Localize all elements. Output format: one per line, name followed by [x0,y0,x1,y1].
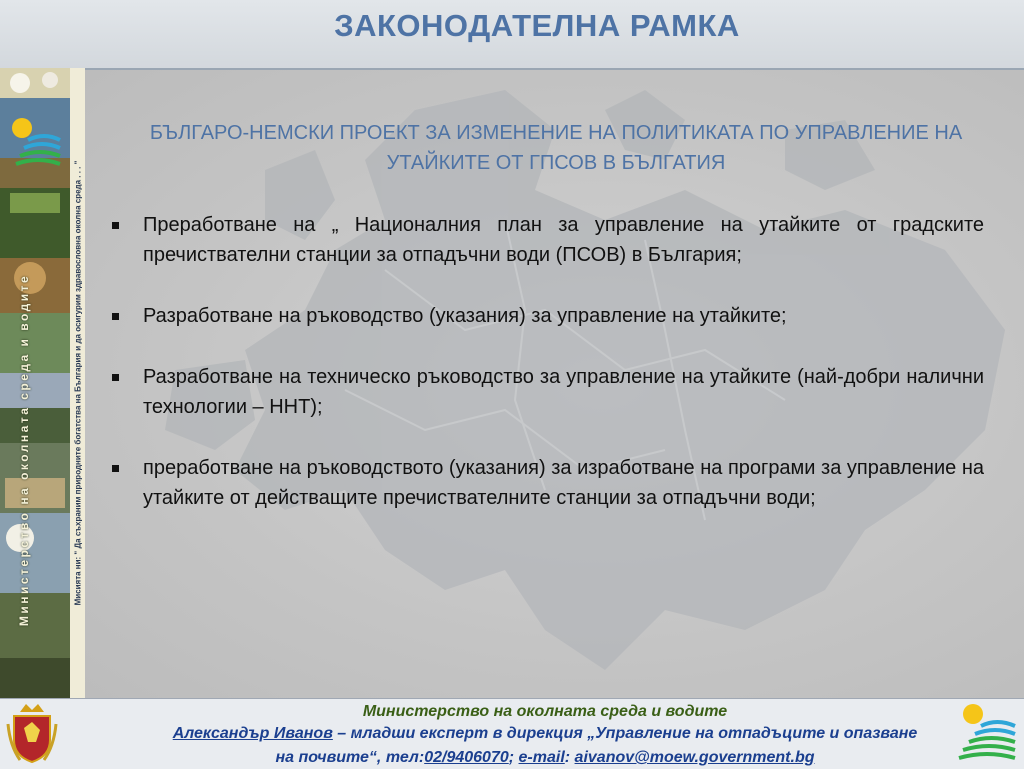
contact-prefix: на почвите“, тел: [275,749,425,766]
bullet-list [112,210,984,544]
bullet-item [112,301,984,331]
phone-number[interactable]: 02/9406070 [424,749,509,766]
bullet-text: Преработване на „ Националния план за управление на утайките от градските пречиствателни станции за отпадъчни води (ПСОВ) в България; [143,214,984,266]
mission-vertical-text: Мисията ни: " Да съхраним природните богатства на България и да осигурим здравословна околна среда . . . " [73,160,82,606]
email-label: e-mail [518,749,565,766]
bullet-marker-icon [112,222,119,229]
coat-of-arms-icon [6,702,58,766]
author-name: Александър Иванов [172,725,333,742]
bullet-marker-icon [112,374,119,381]
contact-sep: : [564,749,575,766]
mission-strip [70,68,85,698]
project-subheading: БЪЛГАРО-НЕМСКИ ПРОЕКТ ЗА ИЗМЕНЕНИЕ НА ПОЛИТИКАТА ПО УПРАВЛЕНИЕ НА УТАЙКИТЕ ОТ ГПСОВ В БЪЛГАТИЯ [149,122,963,174]
footer-author [95,725,995,743]
bullet-text: Разработване на техническо ръководство за управление на утайките (най-добри налични технологии – ННТ); [143,366,984,418]
bullet-item [112,362,984,422]
ministry-logo-icon [955,700,1021,768]
footer [0,698,1024,769]
slide-title: ЗАКОНОДАТЕЛНА РАМКА [334,8,740,43]
footer-contacts [95,749,995,767]
email-link[interactable]: aivanov@moew.government.bg [574,749,815,766]
contact-sep: ; [508,749,519,766]
bullet-text: преработване на ръководството (указания) за изработване на програми за управление на утайките от действащите пречиствателните станции за отпадъчни води; [143,457,984,509]
ministry-logo-icon [6,110,64,172]
ministry-vertical-text: Министерство на околната среда и водите [17,273,31,627]
bullet-text: Разработване на ръководство (указания) за управление на утайките; [143,305,787,327]
bullet-marker-icon [112,313,119,320]
bullet-marker-icon [112,465,119,472]
bullet-item [112,210,984,270]
footer-ministry: Министерство на околната среда и водите [362,703,728,720]
bullet-item [112,453,984,513]
author-role: – младши експерт в дирекция „Управление на отпадъците и опазване [332,725,918,742]
title-bar [0,0,1024,70]
